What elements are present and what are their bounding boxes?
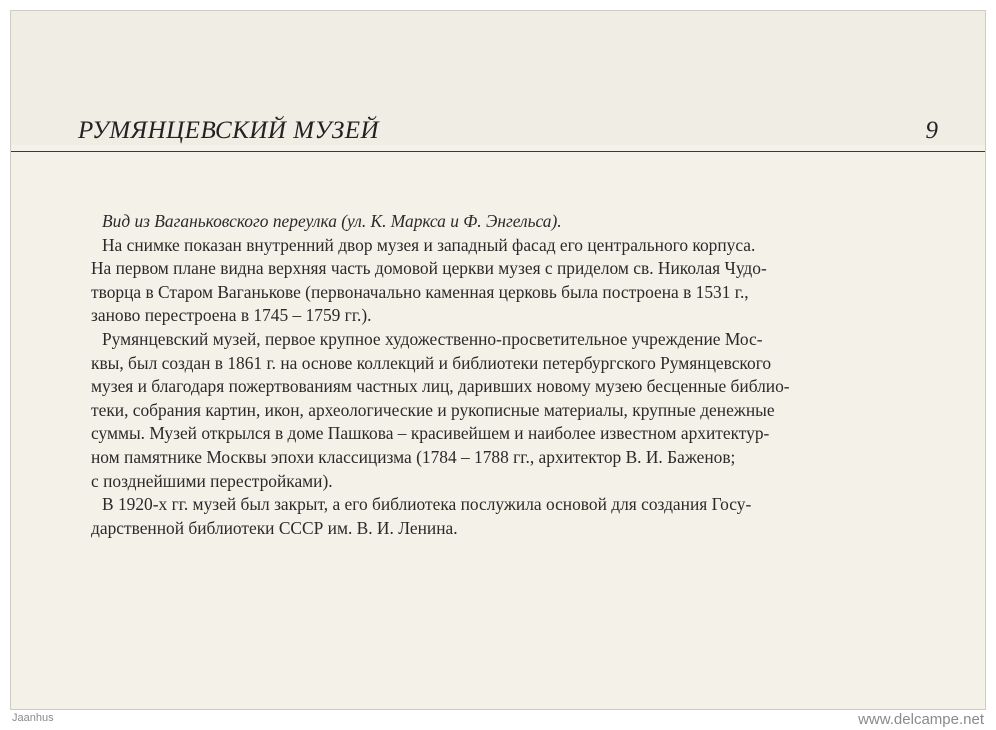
text-line: дарственной библиотеки СССР им. В. И. Ленина.: [91, 517, 458, 538]
text-line: суммы. Музей открылся в доме Пашкова – красивейшем и наиболее известном архитектур-: [91, 423, 770, 444]
header-divider: [11, 151, 985, 152]
body-text: [91, 210, 942, 540]
text-line: теки, собрания картин, икон, археологические и рукописные материалы, крупные денежные: [91, 399, 775, 420]
text-line: заново перестроена в 1745 – 1759 гг.).: [91, 305, 372, 326]
site-watermark: www.delcampe.net: [858, 711, 984, 728]
text-line: На первом плане видна верхняя часть домовой церкви музея с приделом св. Николая Чудо-: [91, 258, 767, 279]
text-line-caption: Вид из Ваганьковского переулка (ул. К. Маркса и Ф. Энгельса).: [102, 211, 562, 231]
seller-name: Jaanhus: [12, 712, 54, 724]
postcard: [10, 10, 986, 710]
page-title: РУМЯНЦЕВСКИЙ МУЗЕЙ: [78, 117, 380, 144]
text-line: ном памятнике Москвы эпохи классицизма (1784 – 1788 гг., архитектор В. И. Баженов;: [91, 446, 736, 467]
text-line: творца в Старом Ваганькове (первоначально каменная церковь была построена в 1531 г.,: [91, 281, 749, 302]
text-line: Румянцевский музей, первое крупное художественно-просветительное учреждение Мос-: [102, 328, 763, 349]
page-number: 9: [925, 117, 938, 144]
text-line: с позднейшими перестройками).: [91, 470, 333, 491]
text-line: На снимке показан внутренний двор музея и западный фасад его центрального корпуса.: [102, 234, 756, 255]
text-line: квы, был создан в 1861 г. на основе коллекций и библиотеки петербургского Румянцевского: [91, 352, 772, 373]
text-line: музея и благодаря пожертвованиям частных лиц, даривших новому музею бесценные библио-: [91, 376, 790, 397]
text-line: В 1920-х гг. музей был закрыт, а его библиотека послужила основой для создания Госу-: [102, 494, 752, 515]
